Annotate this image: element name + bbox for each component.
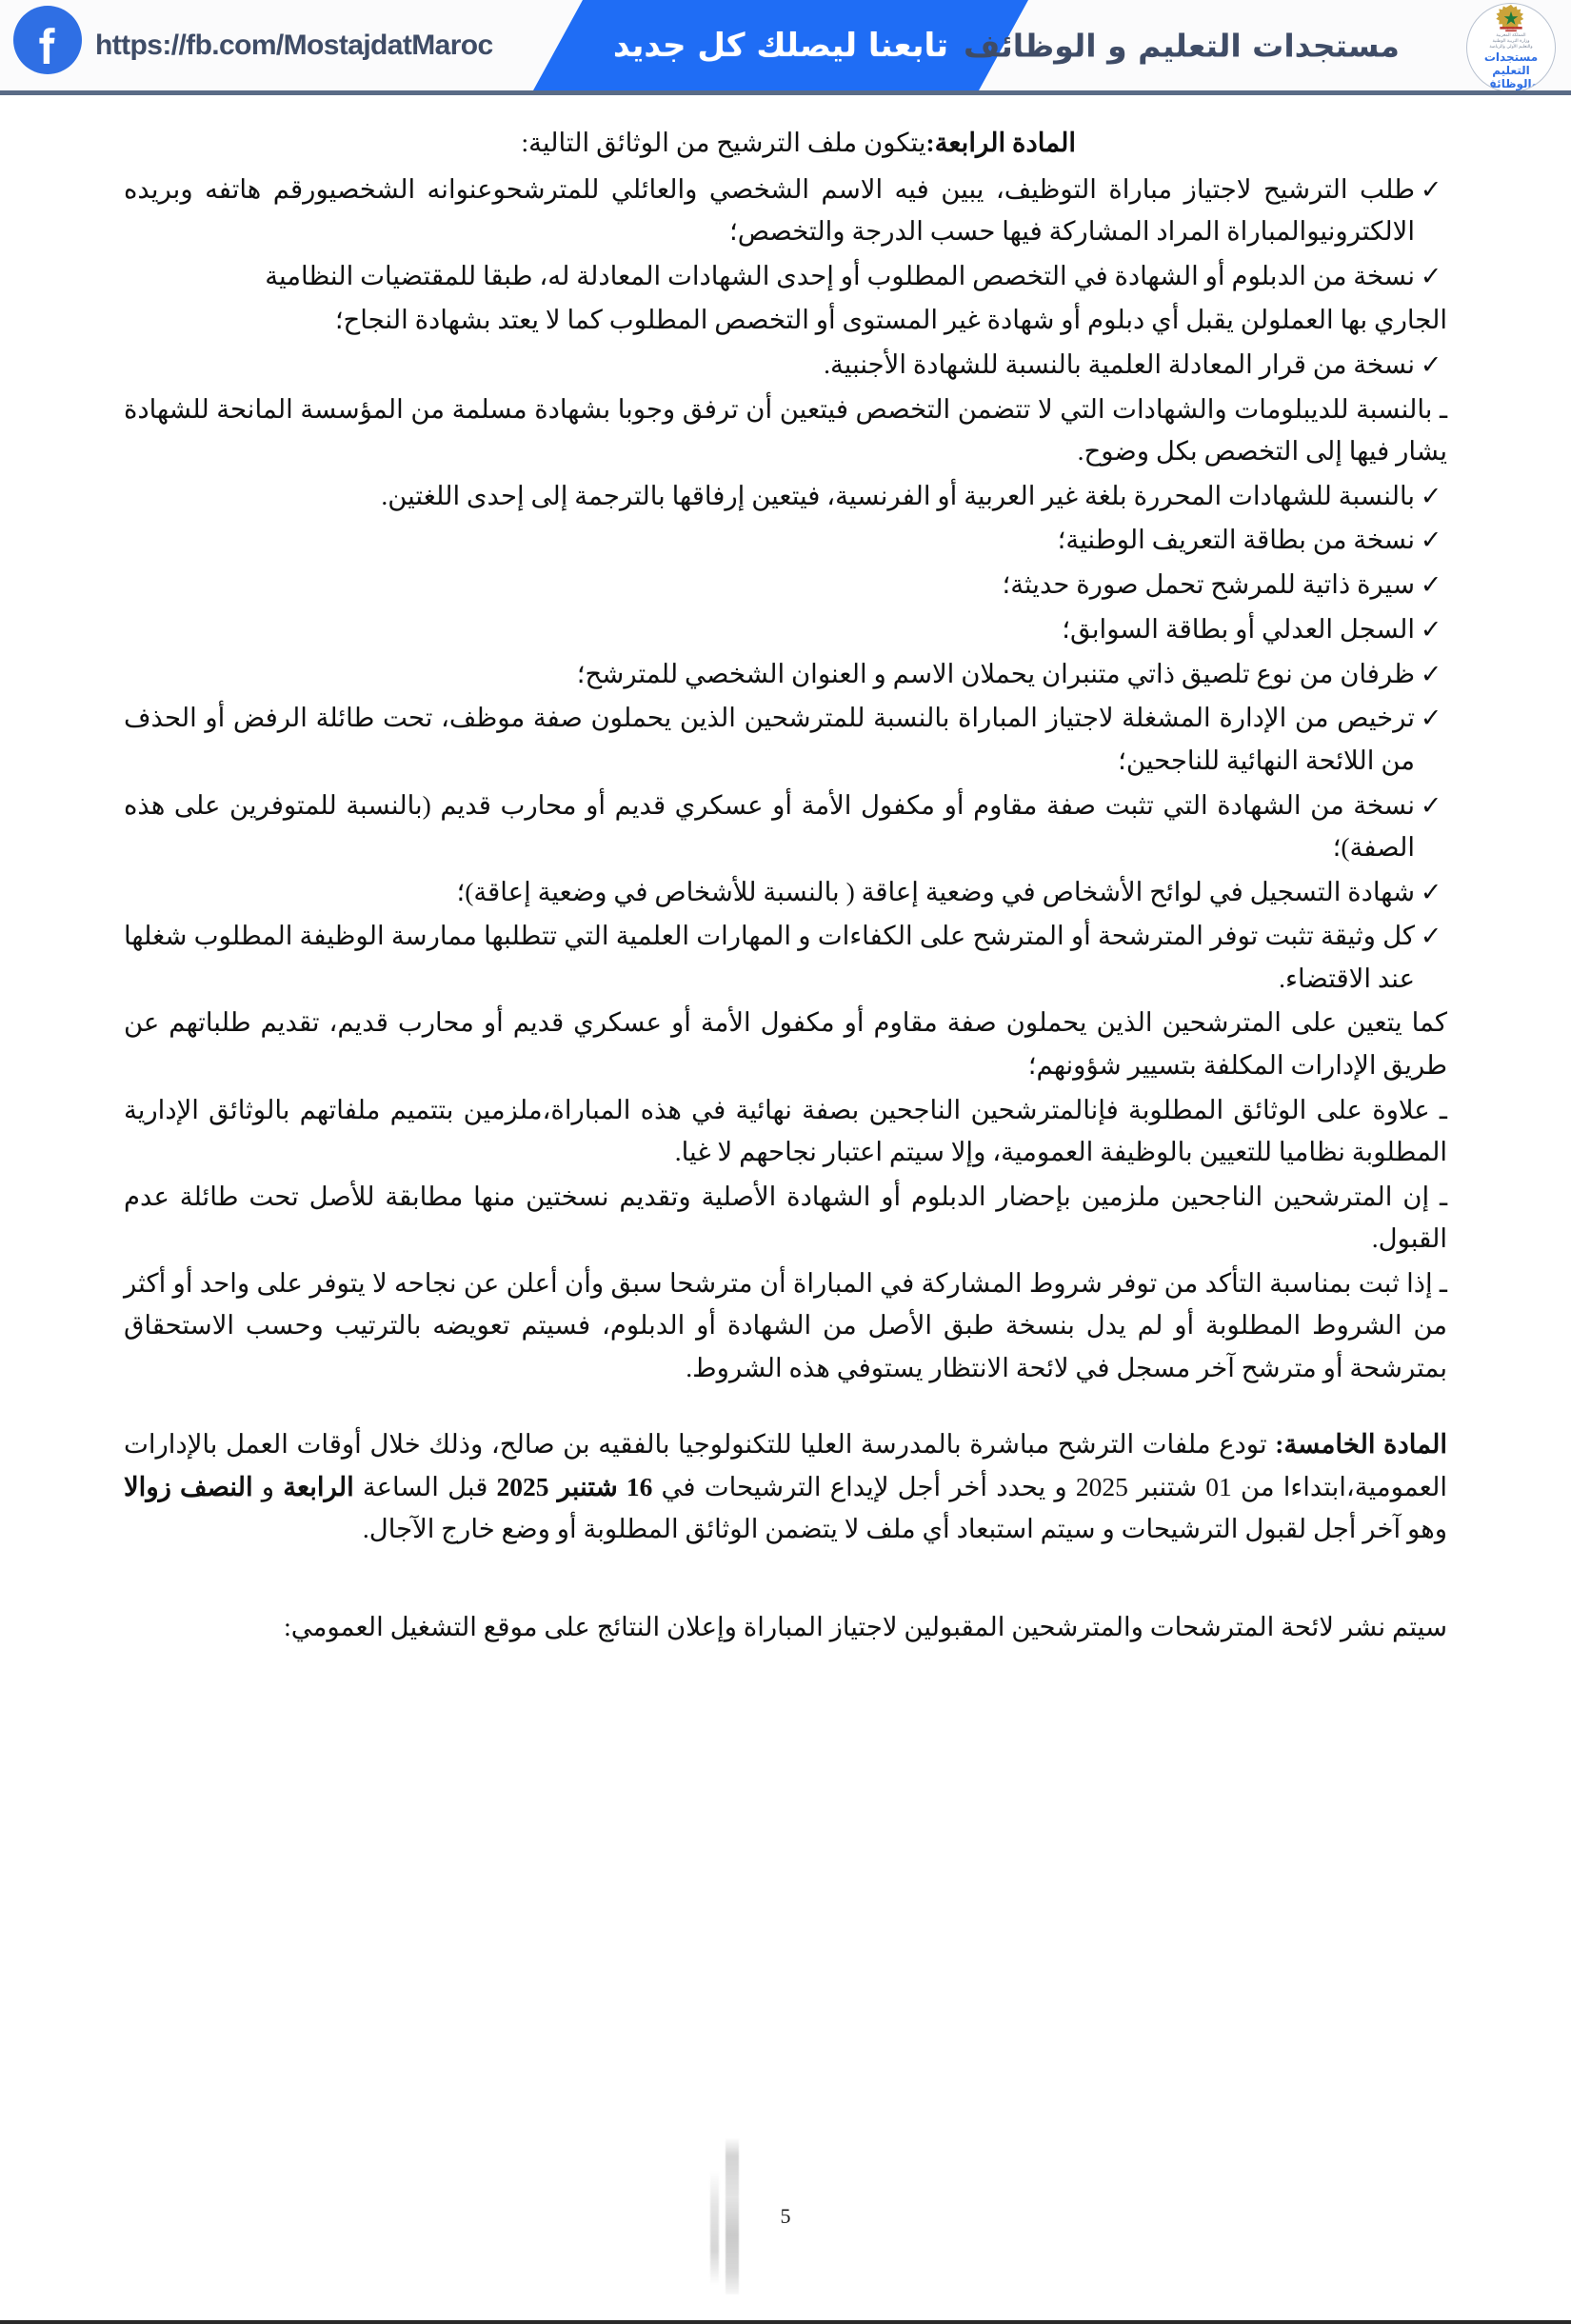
list-item — [124, 475, 1447, 518]
spacer — [124, 1551, 1447, 1606]
article-5-text-3: و — [252, 1471, 284, 1501]
article-5-paragraph — [124, 1423, 1447, 1551]
list-item-text: كل وثيقة تثبت توفر المترشحة أو المترشح على الكفاءات و المهارات العلمية التي تتطلبها ممارسة الوظيفة المطلوب شغلها عند الاقتضاء. — [124, 921, 1415, 993]
list-item — [124, 608, 1447, 651]
list-item — [124, 169, 1447, 253]
follow-us-text: تابعنا ليصلك كل جديد — [613, 26, 949, 65]
list-item-text: سيرة ذاتية للمرشح تحمل صورة حديثة؛ — [1002, 569, 1415, 600]
article-4-label: المادة الرابعة: — [925, 128, 1076, 157]
document-body — [124, 122, 1447, 1649]
brand-title: مستجدات التعليم و الوظائف — [964, 27, 1400, 64]
site-seal — [1466, 3, 1556, 92]
seal-title-line-2: والوظائف — [1482, 77, 1540, 90]
seal-micro-text — [1473, 33, 1548, 50]
promo-banner-inner — [0, 0, 1571, 90]
closing-note-2: ـ علاوة على الوثائق المطلوبة فإنالمترشحين الناجحين بصفة نهائية في هذه المباراة،ملزمين بتتميم ملفاتهم بالوثائق الإدارية المطلوبة نظاميا للتعيين بالوظيفة العمومية، وإلا سيتم اعتبار نجاحهم لا غيا. — [124, 1094, 1447, 1167]
list-item — [124, 564, 1447, 606]
check-icon: ✓ — [1420, 261, 1442, 291]
article-5-deadline: 16 شتنبر 2025 — [496, 1471, 653, 1501]
list-item — [124, 785, 1447, 869]
facebook-url-text[interactable]: https://fb.com/MostajdatMaroc — [95, 29, 493, 61]
article-4-intro: يتكون ملف الترشيح من الوثائق التالية: — [521, 128, 926, 157]
article-5-time-1: الرابعة — [283, 1471, 354, 1501]
note-after-item-3: ـ بالنسبة للديبلومات والشهادات التي لا تتضمن التخصص فيتعين أن ترفق وجوبا بشهادة مسلمة من المؤسسة المانحة للشهادة يشار فيها إلى التخصص بكل وضوح. — [124, 393, 1447, 467]
closing-note-4: ـ إذا ثبت بمناسبة التأكد من توفر شروط المشاركة في المباراة أن مترشحا سبق وأن أعلن عن نجاحه لا يتوفر على واحد أو أكثر من الشروط المطلوبة أو لم يدل بنسخة طبق الأصل من الشهادة أو الدبلوم، فسيتم تعويضه بالترتيب وحسب الاستحقاق بمترشحة أو مترشح آخر مسجل في لائحة الانتظار يستوفي هذه الشروط. — [124, 1267, 1447, 1382]
list-item-text: نسخة من الدبلوم أو الشهادة في التخصص المطلوب أو إحدى الشهادات المعادلة له، طبقا للمقتضيات النظامية — [265, 260, 1415, 290]
list-item-text: السجل العدلي أو بطاقة السوابق؛ — [1062, 613, 1415, 644]
list-item — [124, 653, 1447, 696]
list-item-text: نسخة من الشهادة التي تثبت صفة مقاوم أو مكفول الأمة أو عسكري قديم أو محارب قديم (بالنسبة للمتوفرين على هذه الصفة)؛ — [124, 789, 1415, 863]
list-item — [124, 255, 1447, 298]
facebook-icon[interactable] — [13, 6, 82, 74]
check-icon: ✓ — [1420, 877, 1442, 907]
check-icon: ✓ — [1420, 570, 1442, 601]
article-5-text-4: وهو آخر أجل لقبول الترشيحات و سيتم استبعاد أي ملف لا يتضمن الوثائق المطلوبة أو وضع خارج الآجال. — [362, 1514, 1447, 1544]
check-icon: ✓ — [1420, 614, 1442, 645]
article-5-time-2: النصف زوالا — [124, 1471, 253, 1501]
list-item-text: طلب الترشيح لاجتياز مباراة التوظيف، يبين فيه الاسم الشخصي والعائلي للمترشحوعنوانه الشخصيورقم هاتفه وبريده الالكترونيوالمباراة المراد المشاركة فيها حسب الدرجة والتخصص؛ — [124, 173, 1415, 247]
list-item — [124, 344, 1447, 387]
check-icon: ✓ — [1420, 174, 1442, 205]
seal-micro-line-1: المملكة المغربية — [1496, 33, 1526, 39]
check-icon: ✓ — [1420, 659, 1442, 689]
list-item — [124, 519, 1447, 562]
list-item-text: نسخة من قرار المعادلة العلمية بالنسبة للشهادة الأجنبية. — [824, 348, 1415, 379]
page-number: 5 — [780, 2204, 791, 2228]
list-item-text: بالنسبة للشهادات المحررة بلغة غير العربية أو الفرنسية، فيتعين إرفاقها بالترجمة إلى إحدى اللغتين. — [381, 480, 1415, 510]
list-item — [124, 915, 1447, 1000]
article-5-text-1: تودع ملفات الترشح مباشرة بالمدرسة العليا للتكنولوجيا بالفقيه بن صالح، وذلك خلال أوقات العمل بالإدارات العمومية،ابتداءا من 01 شتنبر 2025 و يحدد أخر أجل لإيداع الترشيحات في — [124, 1429, 1447, 1501]
seal-micro-line-3: والتعليم الأولي والرياضة — [1489, 44, 1533, 50]
check-icon: ✓ — [1420, 790, 1442, 821]
closing-note-3: ـ إن المترشحين الناجحين ملزمين بإحضار الدبلوم أو الشهادة الأصلية وتقديم نسختين منها مطابقة للأصل تحت طائلة عدم القبول. — [124, 1181, 1447, 1254]
seal-title-line-1: مستجدات التعليم — [1483, 50, 1539, 78]
check-icon: ✓ — [1420, 481, 1442, 511]
closing-note-1: كما يتعين على المترشحين الذين يحملون صفة مقاوم أو مكفول الأمة أو عسكري قديم أو محارب قديم، تقديم طلباتهم عن طريق الإدارات المكلفة بتسيير شؤونهم؛ — [124, 1007, 1447, 1080]
list-item — [124, 871, 1447, 914]
article-5-label: المادة الخامسة: — [1275, 1429, 1447, 1460]
list-item-text: ترخيص من الإدارة المشغلة لاجتياز المباراة بالنسبة للمترشحين الذين يحملون صفة موظف، تحت طائلة الرفض أو الحذف من اللائحة النهائية للناجحين؛ — [124, 703, 1415, 775]
check-icon: ✓ — [1420, 526, 1442, 556]
list-item-text: نسخة من بطاقة التعريف الوطنية؛ — [1057, 525, 1415, 555]
seal-micro-line-2: وزارة التربية الوطنية — [1492, 38, 1530, 44]
moroccan-coat-of-arms-icon — [1495, 4, 1527, 32]
check-icon: ✓ — [1420, 349, 1442, 380]
check-icon: ✓ — [1420, 704, 1442, 734]
list-item-text: شهادة التسجيل في لوائح الأشخاص في وضعية إعاقة ( بالنسبة للأشخاص في وضعية إعاقة)؛ — [456, 876, 1415, 906]
list-item-text: ظرفان من نوع تلصيق ذاتي متنبران يحملان الاسم و العنوان الشخصي للمترشح؛ — [576, 658, 1415, 688]
document-sheet — [0, 95, 1571, 2324]
article-4-heading — [124, 122, 1447, 165]
promo-banner — [0, 0, 1571, 95]
note-after-item-2: الجاري بها العملولن يقبل أي دبلوم أو شهادة غير المستوى أو التخصص المطلوب كما لا يعتد بشهادة النجاح؛ — [334, 305, 1447, 335]
article-5-text-2: قبل الساعة — [353, 1471, 497, 1501]
check-icon: ✓ — [1420, 922, 1442, 952]
final-paragraph: سيتم نشر لائحة المترشحات والمترشحين المقبولين لاجتياز المباراة وإعلان النتائج على موقع التشغيل العمومي: — [284, 1612, 1447, 1641]
page-bottom-edge — [0, 2320, 1571, 2324]
spacer — [124, 1391, 1447, 1423]
list-item — [124, 697, 1447, 782]
